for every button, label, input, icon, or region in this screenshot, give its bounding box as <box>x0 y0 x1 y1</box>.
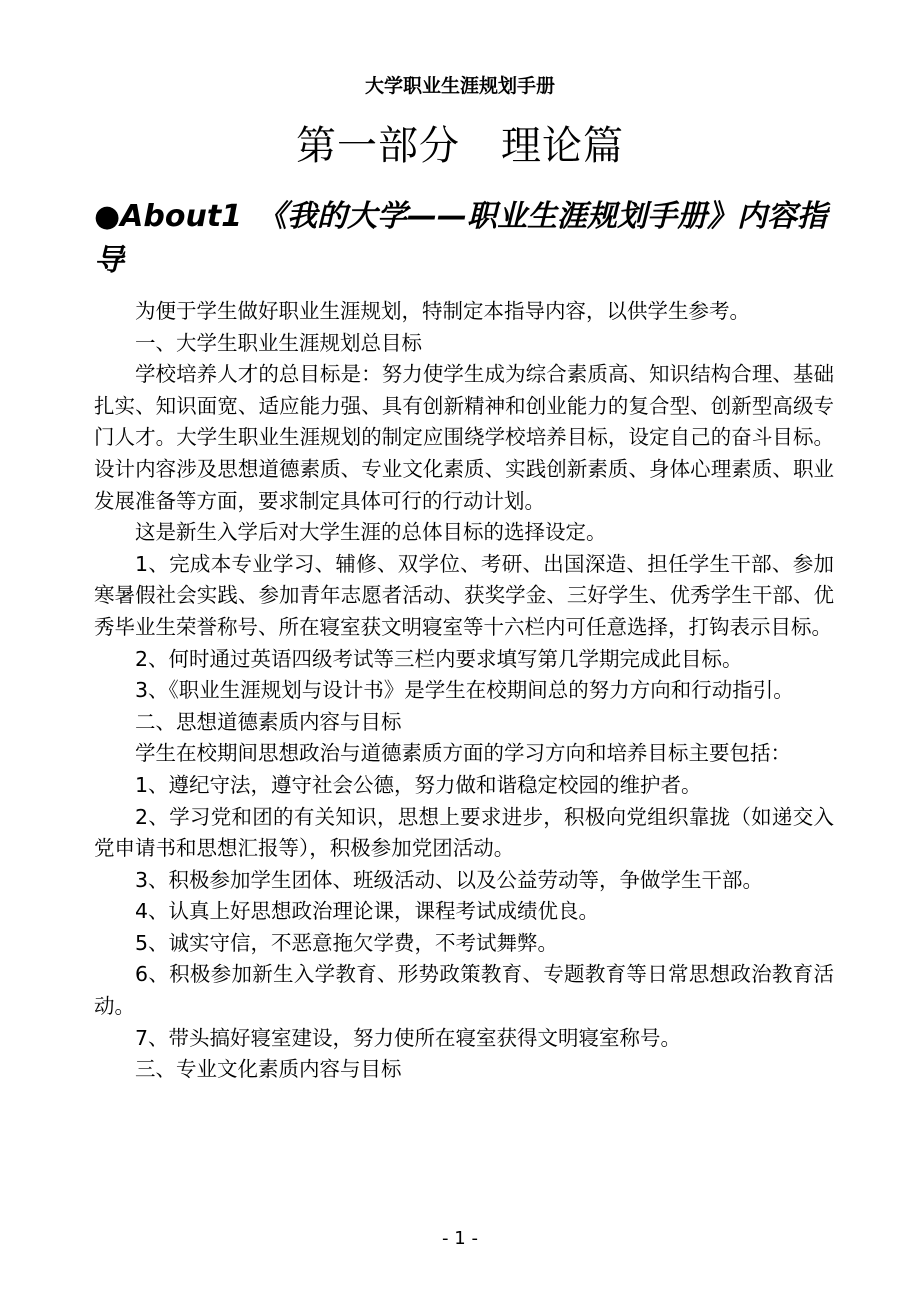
list-item: 1、遵纪守法，遵守社会公德，努力做和谐稳定校园的维护者。 <box>135 772 702 797</box>
list-item: 6、积极参加新生入学教育、形势政策教育、专题教育等日常思想政治教育活动。 <box>94 962 834 1019</box>
part-title: 第一部分 理论篇 <box>296 123 624 169</box>
paragraph: 学校培养人才的总目标是：努力使学生成为综合素质高、知识结构合理、基础扎实、知识面宽、适应能力强、具有创新精神和创业能力的复合型、创新型高级专门人才。大学生职业生涯规划的制定应围绕学校培养目标，设定自己的奋斗目标。设计内容涉及思想道德素质、专业文化素质、实践创新素质、身体心理素质、职业发展准备等方面，要求制定具体可行的行动计划。 <box>94 362 834 513</box>
list-item: 5、诚实守信，不恶意拖欠学费，不考试舞弊。 <box>135 930 559 955</box>
body-text <box>94 296 834 1086</box>
page-number: - 1 - <box>442 1228 478 1249</box>
list-item: 4、认真上好思想政治理论课，课程考试成绩优良。 <box>135 899 600 924</box>
section-title: ●About1 《我的大学——职业生涯规划手册》内容指导 <box>94 199 828 278</box>
list-item: 7、带头搞好寝室建设，努力使所在寝室获得文明寝室称号。 <box>135 1025 682 1050</box>
heading-section-1: 一、大学生职业生涯规划总目标 <box>135 330 422 355</box>
list-item: 3、《职业生涯规划与设计书》是学生在校期间总的努力方向和行动指引。 <box>135 678 794 703</box>
list-item: 3、积极参加学生团体、班级活动、以及公益劳动等，争做学生干部。 <box>135 867 764 892</box>
paragraph-intro: 为便于学生做好职业生涯规划，特制定本指导内容，以供学生参考。 <box>135 299 750 323</box>
list-item: 1、完成本专业学习、辅修、双学位、考研、出国深造、担任学生干部、参加寒暑假社会实践、参加青年志愿者活动、获奖学金、三好学生、优秀学生干部、优秀毕业生荣誉称号、所在寝室获文明寝室等十六栏内可任意选择，打钩表示目标。 <box>94 551 834 639</box>
running-header: 大学职业生涯规划手册 <box>364 75 555 97</box>
heading-section-3: 三、专业文化素质内容与目标 <box>135 1057 402 1082</box>
paragraph: 学生在校期间思想政治与道德素质方面的学习方向和培养目标主要包括： <box>135 741 791 766</box>
list-item: 2、何时通过英语四级考试等三栏内要求填写第几学期完成此目标。 <box>135 646 743 671</box>
paragraph: 这是新生入学后对大学生涯的总体目标的选择设定。 <box>135 520 607 545</box>
list-item: 2、学习党和团的有关知识，思想上要求进步，积极向党组织靠拢（如递交入党申请书和思想汇报等），积极参加党团活动。 <box>94 804 834 861</box>
heading-section-2: 二、思想道德素质内容与目标 <box>135 709 402 734</box>
